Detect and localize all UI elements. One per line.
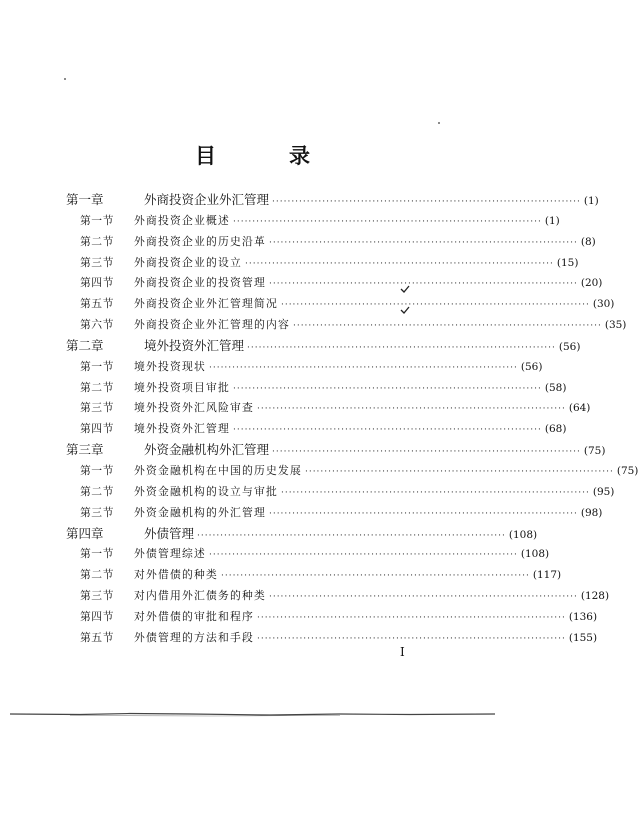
section-title: 境外投资外汇管理 [134,422,230,436]
section-label: 第三节 [80,589,114,603]
chapter-label: 第一章 [66,192,104,207]
section-title: 境外投资项目审批 [134,380,230,394]
section-label: 第一节 [80,463,114,477]
chapter-title: 外债管理 [144,525,195,541]
section-label: 第二节 [80,234,114,248]
section-label: 第一节 [80,359,114,373]
page-ref: (1) [544,214,560,227]
section-label: 第三节 [80,401,114,415]
page-ref: (35) [604,319,627,332]
section-title: 外商投资企业的投资管理 [134,276,266,290]
dot-leader: ················································································ [208,550,518,561]
dot-leader: ················································································ [268,592,578,603]
chapter-title: 外资金融机构外汇管理 [144,442,270,458]
dot-leader: ················································································ [232,425,542,436]
dot-leader: ················································································ [220,571,530,582]
page-ref: (95) [592,485,615,498]
toc-section-entry [66,565,562,586]
handwritten-check-icon [400,306,410,314]
section-title: 对内借用外汇债务的种类 [134,589,266,603]
toc-section-entry [66,586,610,607]
chapter-label: 第二章 [66,337,104,353]
page-ref: (117) [532,569,562,582]
page-ref: (128) [580,590,610,603]
chapter-label: 第四章 [66,525,104,541]
section-title: 外商投资企业外汇管理简况 [134,297,278,311]
dot-leader: ················································································ [244,258,554,269]
section-label: 第二节 [80,380,114,394]
page-title: 目 录 [195,144,336,168]
section-label: 第一节 [80,547,114,561]
toc-section-entry [66,232,596,253]
section-label: 第二节 [80,484,114,498]
toc-section-entry [66,607,598,628]
section-title: 外商投资企业概述 [134,213,230,227]
dot-leader: ················································································ [292,321,602,332]
dot-leader: ················································································ [268,279,578,290]
dot-leader: ················································································ [208,362,518,373]
section-label: 第四节 [80,276,114,290]
dot-leader: ················································································ [268,508,578,519]
page-ref: (15) [556,256,579,269]
page-ref: (56) [558,340,581,353]
toc-section-entry [66,273,603,294]
toc-section-entry [66,315,627,336]
chapter-title: 境外投资外汇管理 [144,337,245,353]
dot-leader: ················································································ [280,300,590,311]
page-ref: (1) [583,195,599,207]
section-label: 第二节 [80,568,114,582]
toc-section-entry [66,461,638,482]
toc-chapter-entry [66,524,538,545]
chapter-label: 第三章 [66,442,104,458]
toc-chapter-entry [66,336,581,357]
dot-leader: ················································································ [272,197,581,207]
page-ref: (30) [592,298,615,311]
section-title: 境外投资外汇风险审查 [134,401,254,415]
toc-section-entry [66,419,567,440]
section-label: 第四节 [80,422,114,436]
page-ref: (136) [568,610,598,623]
section-title: 外商投资企业的设立 [134,255,242,269]
page-ref: (108) [520,548,550,561]
toc-section-entry [66,357,543,378]
page-ref: (75) [616,464,638,477]
dot-leader: ················································································ [256,612,566,623]
page-ref: (75) [583,445,606,458]
section-label: 第五节 [80,297,114,311]
toc-section-entry [66,398,591,419]
section-label: 第五节 [80,630,114,644]
toc-section-entry [66,253,579,274]
dot-leader: ················································································ [232,383,542,394]
page-ref: (56) [520,360,543,373]
dot-leader: ················································································ [232,216,542,227]
dot-leader: ················································································ [197,530,506,541]
page-number: I [400,645,405,659]
section-label: 第三节 [80,505,114,519]
section-title: 外资金融机构的外汇管理 [134,505,266,519]
section-title: 外资金融机构在中国的历史发展 [134,463,302,477]
page-ref: (64) [568,402,591,415]
table-of-contents [66,190,638,649]
chapter-title: 外商投资企业外汇管理 [144,192,270,207]
toc-section-entry [66,211,560,232]
page-ref: (98) [580,506,603,519]
section-label: 第六节 [80,318,114,332]
section-title: 外债管理综述 [134,547,206,561]
page-ref: (58) [544,381,567,394]
section-title: 外债管理的方法和手段 [134,630,254,644]
section-label: 第四节 [80,609,114,623]
dot-leader: ················································································ [280,487,590,498]
section-title: 外商投资企业外汇管理的内容 [134,318,290,332]
section-label: 第三节 [80,255,114,269]
dot-leader: ················································································ [304,466,614,477]
toc-section-entry [66,294,615,315]
dot-leader: ················································································ [247,342,556,353]
dot-leader: ················································································ [272,447,581,458]
toc-section-entry [66,482,615,503]
page-ref: (8) [580,235,596,248]
scan-fold-line [10,708,495,720]
dot-leader: ················································································ [256,633,566,644]
toc-section-entry [66,628,598,649]
toc-chapter-entry [66,190,599,211]
dot-leader: ················································································ [256,404,566,415]
toc-section-entry [66,378,567,399]
section-title: 境外投资现状 [134,359,206,373]
section-title: 对外借债的种类 [134,568,218,582]
page-ref: (108) [508,528,538,541]
toc-section-entry [66,503,603,524]
section-title: 外商投资企业的历史沿革 [134,234,266,248]
section-label: 第一节 [80,213,114,227]
toc-section-entry [66,544,550,565]
toc-chapter-entry [66,440,606,461]
page-ref: (68) [544,423,567,436]
scan-speck [64,78,66,80]
page-ref: (155) [568,631,598,644]
dot-leader: ················································································ [268,237,578,248]
page-ref: (20) [580,277,603,290]
scan-speck [438,122,440,124]
section-title: 外资金融机构的设立与审批 [134,484,278,498]
handwritten-check-icon [400,285,410,293]
section-title: 对外借债的审批和程序 [134,609,254,623]
